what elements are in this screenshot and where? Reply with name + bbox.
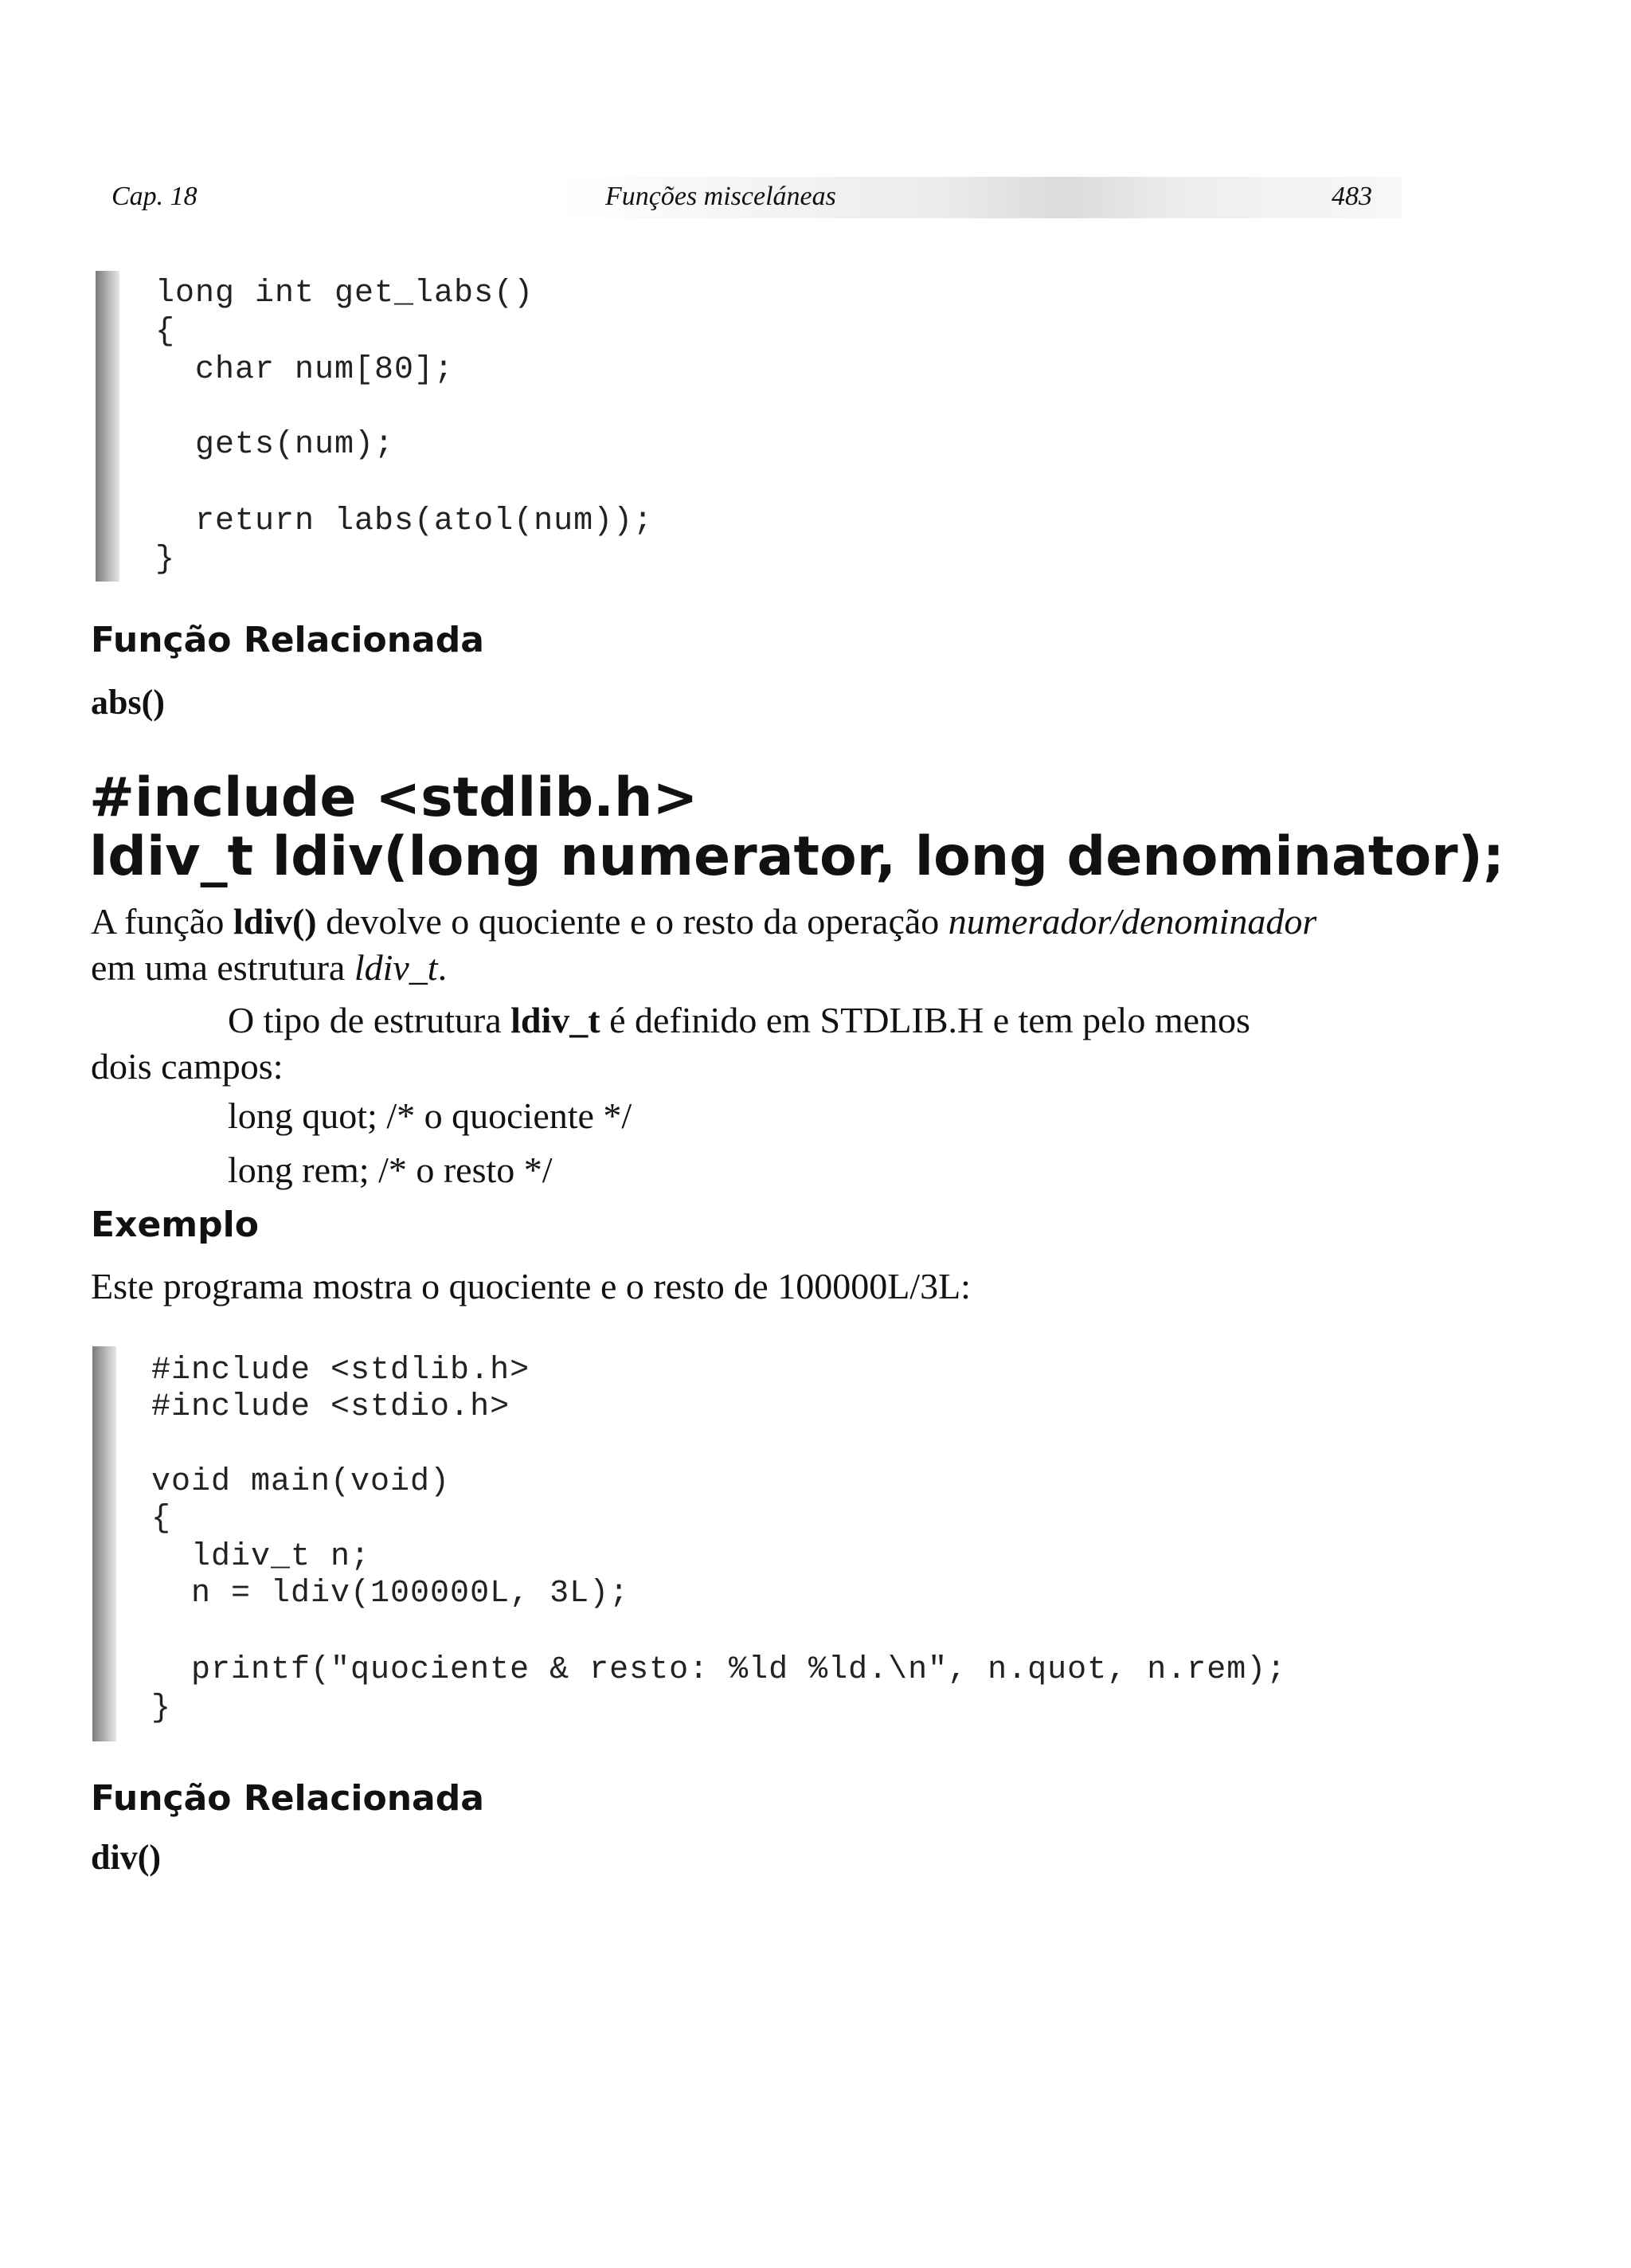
description-line: A função ldiv() devolve o quociente e o resto da operação numerador/denominador [91,901,1317,942]
description-paragraph-1 [91,899,1413,991]
related-function-heading: Função Relacionada [91,620,484,660]
chapter-label: Cap. 18 [111,182,198,211]
code-block-bar [92,1346,116,1741]
description-line: em uma estrutura ldiv_t. [91,947,448,988]
struct-name: ldiv_t [354,947,438,988]
operation-term: numerador/denominador [948,901,1317,942]
page-number: 483 [1332,182,1372,211]
code-line: n = ldiv(100000L, 3L); [151,1576,630,1612]
code-line: printf("quociente & resto: %ld %ld.\n", n.quot, n.rem); [151,1652,1287,1688]
code-line: { [155,314,176,350]
struct-field-quot: long quot; /* o quociente */ [228,1095,632,1136]
code-line: long int get_labs() [155,276,534,311]
description-paragraph-2 [91,997,1413,1090]
related-function-heading: Função Relacionada [91,1778,484,1819]
code-line: ldiv_t n; [151,1539,371,1575]
code-line: } [155,542,176,578]
running-title: Funções misceláneas [605,182,836,211]
example-heading: Exemplo [91,1205,259,1245]
code-line: void main(void) [151,1464,451,1500]
related-function-name: div() [91,1838,161,1877]
description-line: O tipo de estrutura ldiv_t é definido em STDLIB.H e tem pelo menos [228,1000,1250,1040]
code-line: #include <stdio.h> [151,1389,510,1425]
related-function-name: abs() [91,683,165,722]
function-signature: ldiv_t ldiv(long numerator, long denominator); [89,825,1504,888]
code-line: char num[80]; [155,352,455,388]
function-name: ldiv() [233,901,317,942]
code-line: { [151,1501,172,1537]
description-line: dois campos: [91,1046,284,1087]
code-line: } [151,1690,172,1726]
code-block-bar [96,271,119,582]
code-line: #include <stdlib.h> [151,1353,530,1389]
struct-type: ldiv_t [510,1000,600,1040]
include-line: #include <stdlib.h> [89,766,698,829]
struct-field-rem: long rem; /* o resto */ [228,1150,553,1190]
code-line: gets(num); [155,427,395,463]
code-line: return labs(atol(num)); [155,503,654,539]
example-intro: Este programa mostra o quociente e o resto de 100000L/3L: [91,1266,971,1306]
